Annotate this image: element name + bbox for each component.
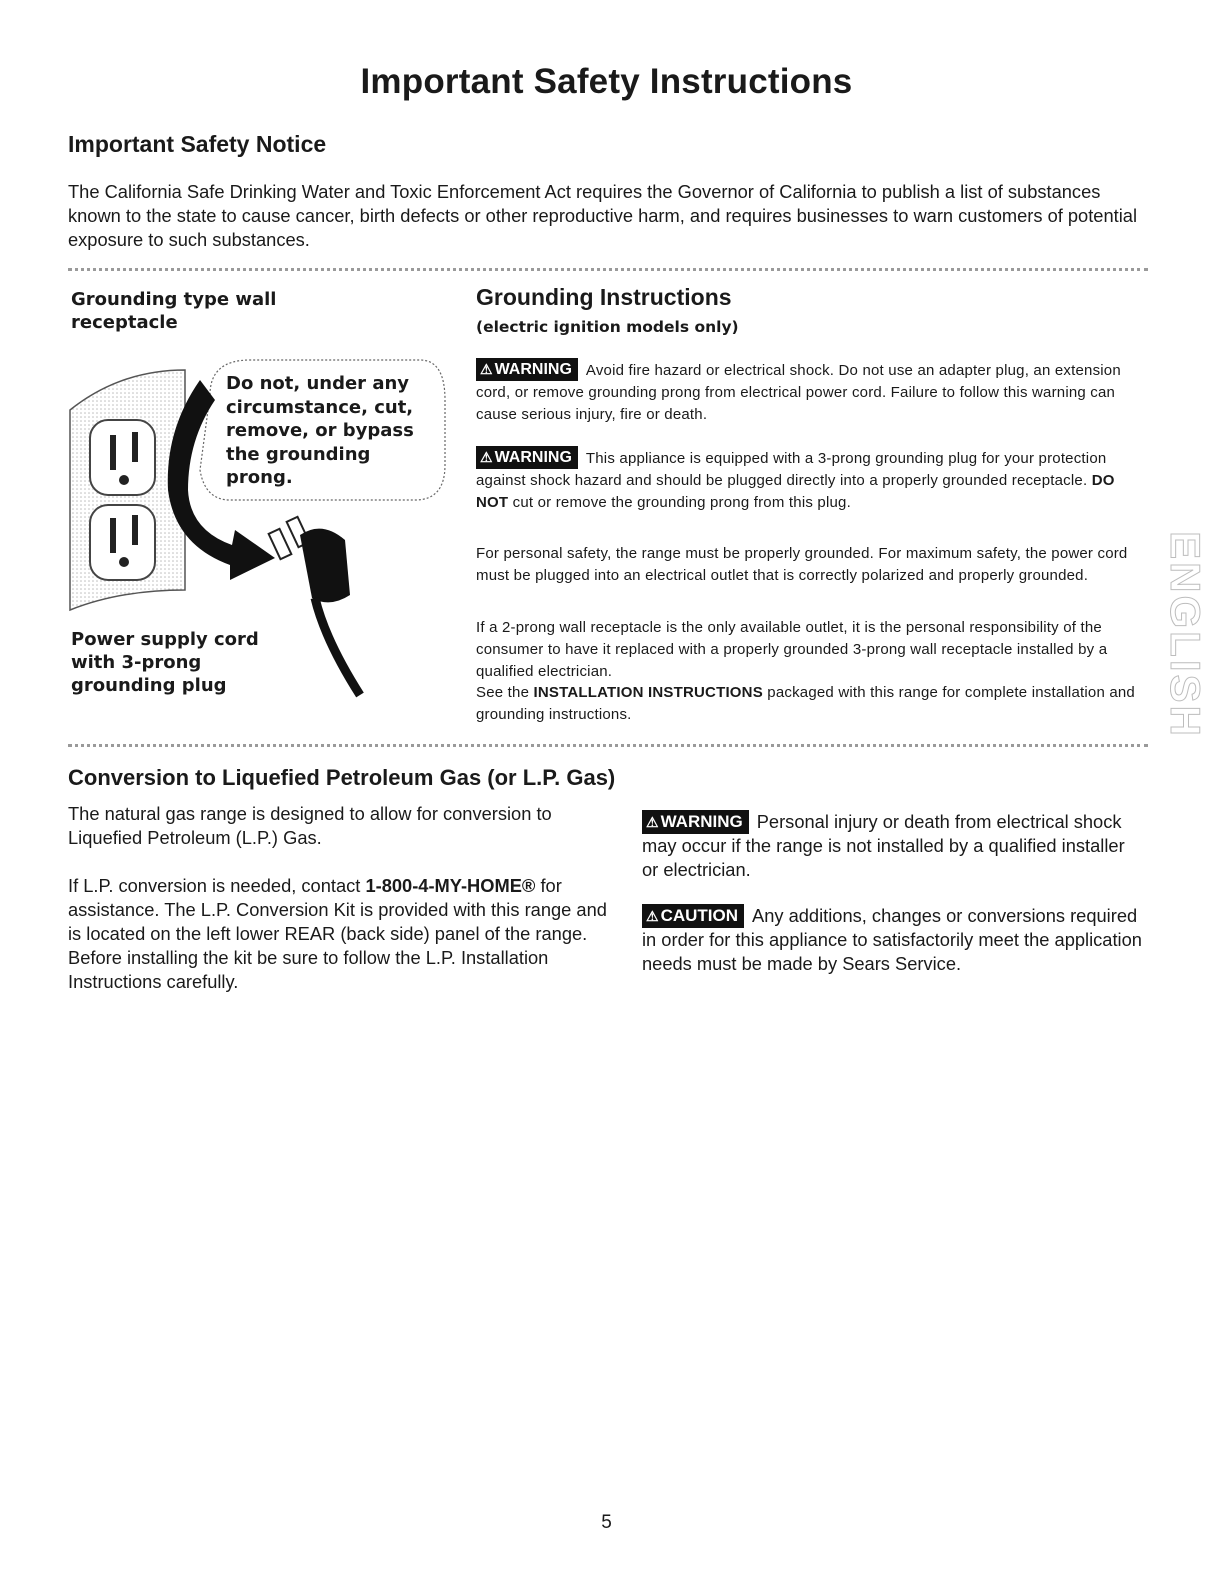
conversion-caution: ⚠ CAUTION Any additions, changes or conversions required in order for this appliance to satisfactorily meet the application needs must be made by Sears Service.	[642, 905, 1142, 974]
warning-triangle-icon: ⚠	[480, 449, 493, 465]
language-tab: ENGLISH	[1162, 531, 1209, 739]
divider	[68, 268, 1148, 271]
warning-paragraph-1: ⚠ WARNING Avoid fire hazard or electrical shock. Do not use an adapter plug, an extension cord, or remove grounding prong from electrical power cord. Failure to follow this warning can cause serious injury, fire or death.	[476, 358, 1144, 426]
two-prong-paragraph: If a 2-prong wall receptacle is the only available outlet, it is the personal responsibility of the consumer to have it replaced with a properly grounded 3-prong wall receptacle installed by a qualified electrician.	[476, 619, 1108, 680]
conversion-heading: Conversion to Liquefied Petroleum Gas (or L.P. Gas)	[68, 765, 616, 790]
notice-body: The California Safe Drinking Water and Toxic Enforcement Act requires the Governor of California to publish a list of substances known to the state to cause cancer, birth defects or other reproductive harm, and requires businesses to warn customers of potential exposure to such substances.	[68, 181, 1138, 250]
caution-badge: ⚠ CAUTION	[642, 904, 744, 928]
warning-triangle-icon: ⚠	[480, 361, 493, 377]
receptacle-label: Grounding type wall receptacle	[71, 289, 277, 333]
page-title: Important Safety Instructions	[360, 62, 853, 101]
safety-paragraph: For personal safety, the range must be properly grounded. For maximum safety, the power cord must be plugged into an electrical outlet that is correctly polarized and properly grounded.	[476, 545, 1128, 584]
cord-label: Power supply cord with 3-prong grounding plug	[71, 629, 259, 696]
divider	[68, 744, 1148, 747]
warning-badge: ⚠ WARNING	[476, 358, 578, 381]
warning-paragraph-2: ⚠ WARNING This appliance is equipped with a 3-prong grounding plug for your protection against shock hazard and should be plugged directly into a properly grounded receptacle. DO NOT cut or remove the grounding prong from this plug.	[476, 446, 1144, 514]
warning-triangle-icon: ⚠	[646, 908, 659, 924]
grounding-heading: Grounding Instructions	[476, 284, 732, 310]
notice-heading: Important Safety Notice	[68, 131, 327, 157]
conversion-warning: ⚠ WARNING Personal injury or death from electrical shock may occur if the range is not installed by a qualified installer or electrician.	[642, 811, 1125, 880]
callout-text: Do not, under any circumstance, cut, remove, or bypass the grounding prong.	[226, 373, 414, 488]
grounding-subheading: (electric ignition models only)	[476, 318, 739, 336]
see-instructions-paragraph: See the INSTALLATION INSTRUCTIONS packaged with this range for complete installation and grounding instructions.	[476, 684, 1135, 723]
warning-badge: ⚠ WARNING	[476, 446, 578, 469]
conversion-paragraph-1: The natural gas range is designed to allow for conversion to Liquefied Petroleum (L.P.) Gas.	[68, 803, 552, 848]
warning-triangle-icon: ⚠	[646, 814, 659, 830]
warning-badge: ⚠ WARNING	[642, 810, 749, 834]
conversion-paragraph-2: If L.P. conversion is needed, contact 1-800-4-MY-HOME® for assistance. The L.P. Conversion Kit is provided with this range and is located on the left lower REAR (back side) panel of the range. Before installing the kit be sure to follow the L.P. Installation Instructions carefully.	[68, 875, 607, 992]
page-number: 5	[601, 1512, 612, 1533]
